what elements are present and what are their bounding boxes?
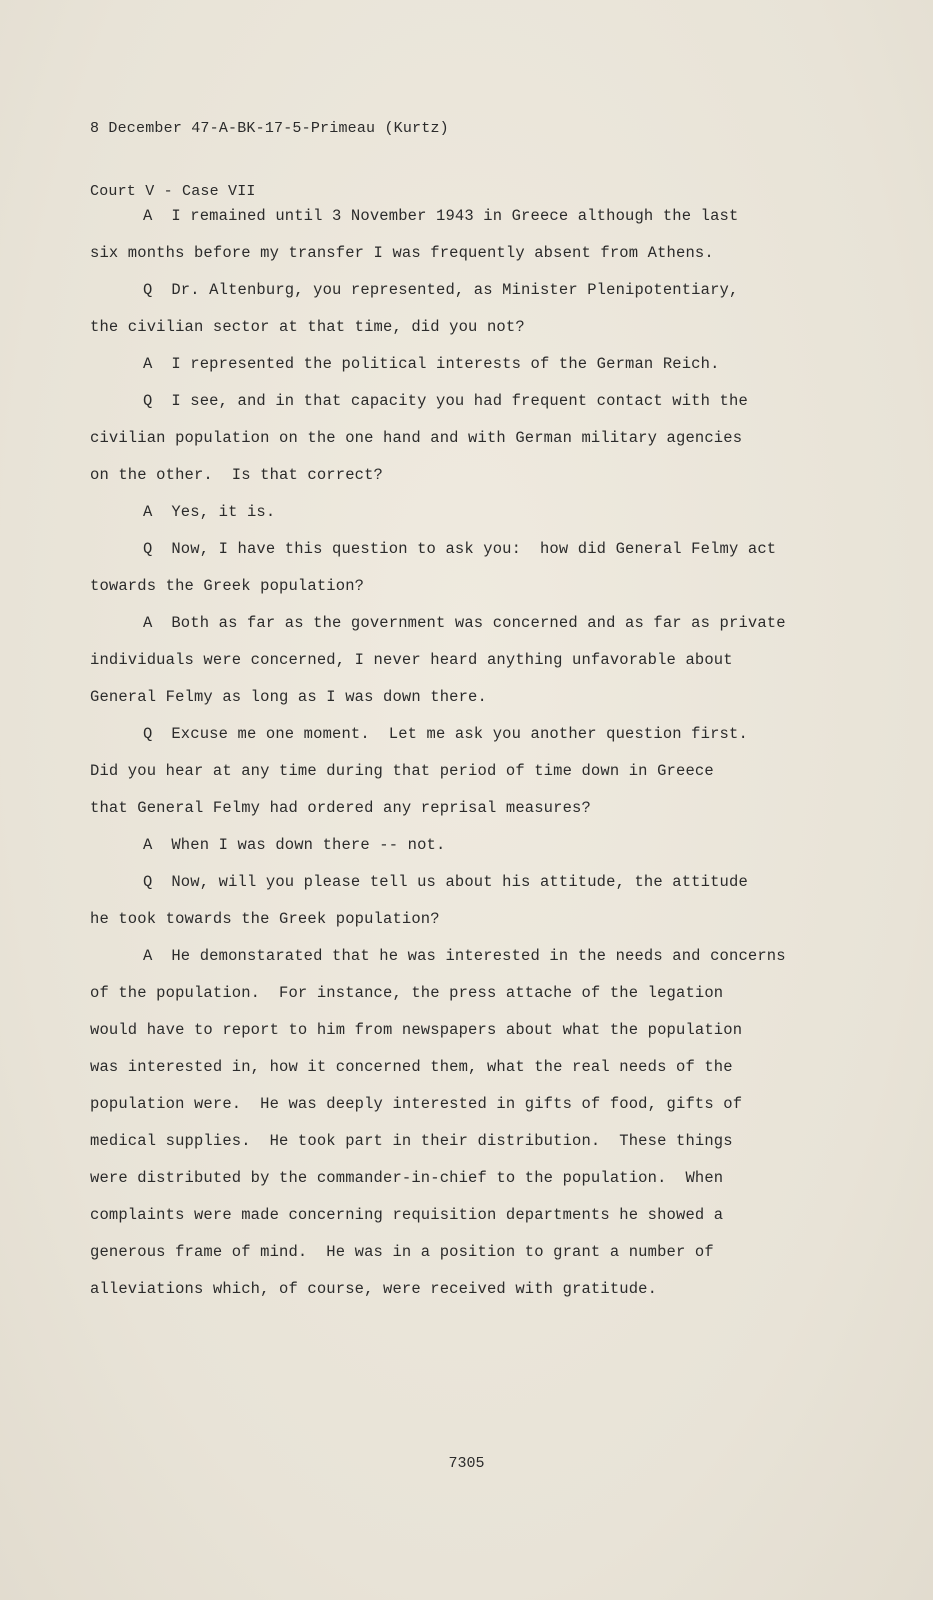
transcript-line: A I remained until 3 November 1943 in Greece although the last bbox=[143, 207, 739, 225]
transcript-line: was interested in, how it concerned them, what the real needs of the bbox=[90, 1058, 733, 1076]
transcript-line: that General Felmy had ordered any reprisal measures? bbox=[90, 799, 591, 817]
transcript-line: Did you hear at any time during that period of time down in Greece bbox=[90, 762, 714, 780]
transcript-line: would have to report to him from newspapers about what the population bbox=[90, 1021, 743, 1039]
transcript-line: civilian population on the one hand and with German military agencies bbox=[90, 429, 743, 447]
transcript-line: the civilian sector at that time, did you not? bbox=[90, 318, 525, 336]
transcript-line: A He demonstarated that he was interested in the needs and concerns bbox=[143, 947, 786, 965]
transcript-line: medical supplies. He took part in their distribution. These things bbox=[90, 1132, 733, 1150]
transcript-line: population were. He was deeply interested in gifts of food, gifts of bbox=[90, 1095, 743, 1113]
transcript-line: Q Now, will you please tell us about his attitude, the attitude bbox=[143, 873, 748, 891]
transcript-body bbox=[90, 198, 850, 1308]
transcript-line: General Felmy as long as I was down there. bbox=[90, 688, 487, 706]
transcript-line: A When I was down there -- not. bbox=[143, 836, 446, 854]
transcript-line: individuals were concerned, I never heard anything unfavorable about bbox=[90, 651, 733, 669]
transcript-line: complaints were made concerning requisition departments he showed a bbox=[90, 1206, 724, 1224]
header-docket-line: 8 December 47-A-BK-17-5-Primeau (Kurtz) bbox=[90, 120, 449, 137]
transcript-line: A Yes, it is. bbox=[143, 503, 276, 521]
transcript-line: on the other. Is that correct? bbox=[90, 466, 383, 484]
transcript-line: alleviations which, of course, were received with gratitude. bbox=[90, 1280, 658, 1298]
transcript-line: Q Now, I have this question to ask you: how did General Felmy act bbox=[143, 540, 777, 558]
transcript-line: Q Dr. Altenburg, you represented, as Minister Plenipotentiary, bbox=[143, 281, 739, 299]
transcript-line: towards the Greek population? bbox=[90, 577, 365, 595]
transcript-line: A I represented the political interests of the German Reich. bbox=[143, 355, 720, 373]
transcript-line: he took towards the Greek population? bbox=[90, 910, 440, 928]
page-number: 7305 bbox=[448, 1455, 485, 1472]
transcript-line: A Both as far as the government was concerned and as far as private bbox=[143, 614, 786, 632]
transcript-line: generous frame of mind. He was in a position to grant a number of bbox=[90, 1243, 714, 1261]
transcript-line: Q Excuse me one moment. Let me ask you another question first. bbox=[143, 725, 748, 743]
header-court-line: Court V - Case VII bbox=[90, 183, 256, 200]
transcript-line: of the population. For instance, the press attache of the legation bbox=[90, 984, 724, 1002]
transcript-line: Q I see, and in that capacity you had frequent contact with the bbox=[143, 392, 748, 410]
transcript-line: were distributed by the commander-in-chief to the population. When bbox=[90, 1169, 724, 1187]
transcript-line: six months before my transfer I was frequently absent from Athens. bbox=[90, 244, 714, 262]
